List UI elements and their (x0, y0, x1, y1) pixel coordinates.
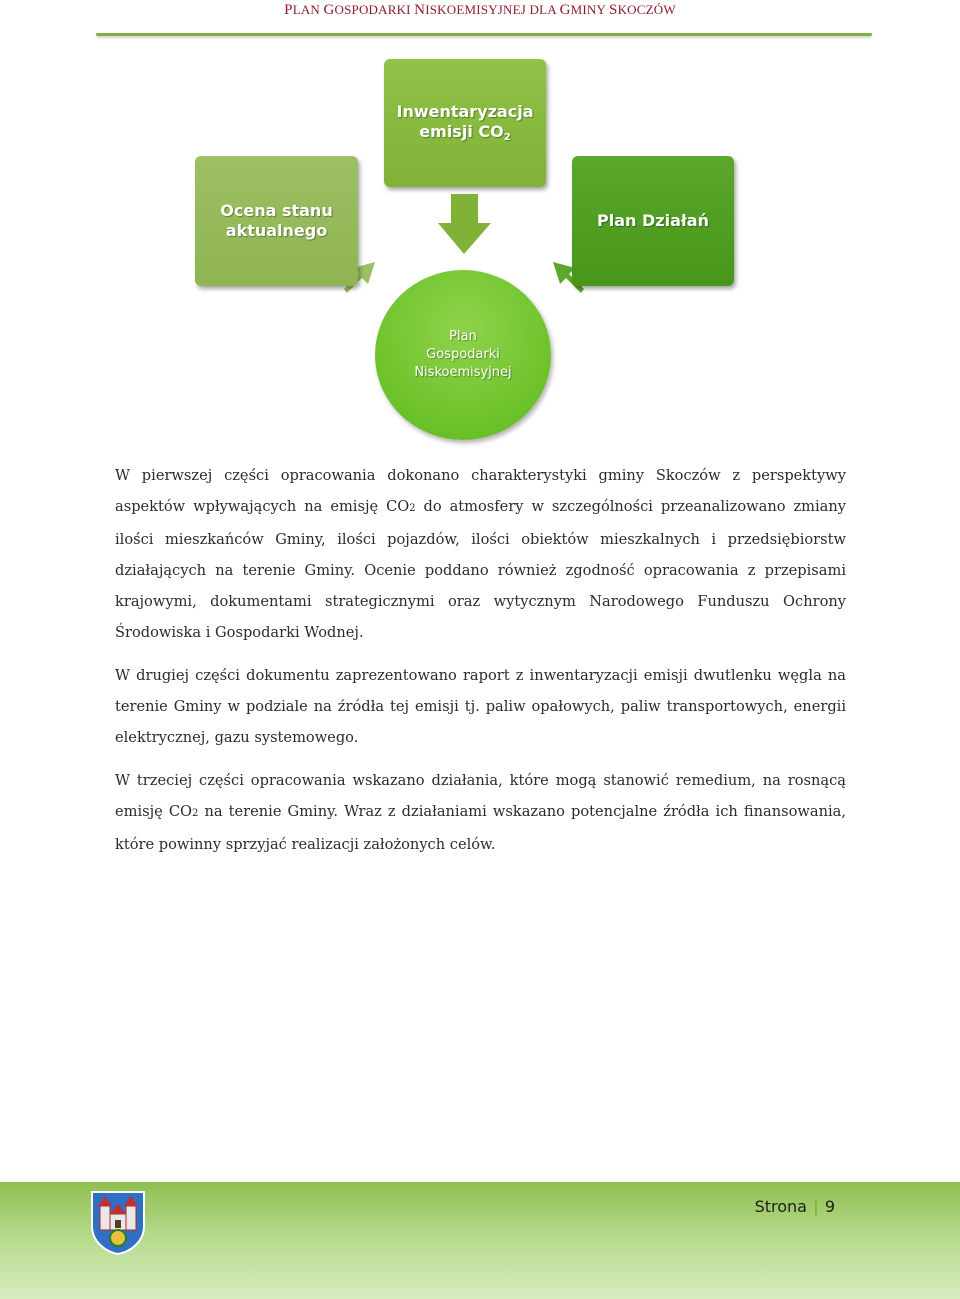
co2-subscript: 2 (409, 503, 416, 514)
header-title-text: KOCZÓW (617, 2, 676, 17)
action-plan-box (572, 156, 734, 286)
co2-subscript: 2 (192, 808, 199, 819)
center-line2: Gospodarki (426, 346, 500, 362)
inventory-box-line1: Inwentaryzacja (396, 101, 534, 121)
header-title-initial: S (609, 2, 618, 18)
current-state-line2: aktualnego (225, 221, 328, 240)
page-number (755, 1197, 835, 1216)
header-title-initial: P (284, 2, 293, 18)
page-number-value: 9 (824, 1197, 835, 1216)
paragraph-1-text: W pierwszej części opracowania dokonano charakterystyki gminy Skoczów z perspektywy aspektów wpływających na emisję CO (115, 467, 846, 515)
header-title-initial: G (323, 2, 335, 18)
paragraph-1 (115, 460, 846, 648)
body-text (115, 460, 846, 872)
header-title-text: MINY (570, 2, 610, 17)
center-line1: Plan (449, 328, 477, 344)
paragraph-1-text-cont: do atmosfery w szczególności przeanalizowano zmiany ilości mieszkańców Gminy, ilości pojazdów, ilości obiektów mieszkalnych i przedsiębiorstw działających na terenie Gminy. Ocenie poddano również zgodność opracowania z przepisami krajowymi, dokumentami strategicznymi oraz wytycznym Narodowego Funduszu Ochrony Środowiska i Gospodarki Wodnej. (115, 498, 846, 641)
header-title-text: OSPODARKI (334, 2, 415, 17)
page-label: Strona (754, 1197, 807, 1216)
action-plan-label: Plan Działań (597, 211, 709, 230)
paragraph-2: W drugiej części dokumentu zaprezentowano raport z inwentaryzacji emisji dwutlenku węgla na terenie Gminy w podziale na źródła tej emisji tj. paliw opałowych, paliw transportowych, energii elektrycznej, gazu systemowego. (115, 667, 846, 746)
inventory-box (384, 59, 546, 187)
current-state-box (195, 156, 358, 286)
low-emission-plan-circle (375, 270, 551, 440)
header-title-text: LAN (292, 2, 324, 17)
header-title-initial: N (414, 2, 426, 18)
paragraph-3 (115, 765, 846, 860)
co2-subscript: 2 (503, 131, 511, 143)
paragraph-3-text-cont: na terenie Gminy. Wraz z działaniami wskazano potencjalne źródła ich finansowania, które powinny sprzyjać realizacji założonych celów. (115, 803, 846, 853)
down-arrow-icon (438, 194, 491, 254)
inventory-box-line2: emisji CO (419, 121, 504, 141)
header-title-initial: G (559, 2, 571, 18)
current-state-line1: Ocena stanu (220, 201, 333, 220)
coat-of-arms-icon (90, 1190, 146, 1256)
center-line3: Niskoemisyjnej (414, 365, 512, 381)
process-diagram (0, 0, 960, 450)
page-separator: | (812, 1197, 819, 1216)
header-title-text: ISKOEMISYJNEJ DLA (425, 2, 560, 17)
paragraph-3-text: W trzeciej części opracowania wskazano działania, które mogą stanowić remedium, na rosnącą emisję CO (115, 772, 846, 820)
